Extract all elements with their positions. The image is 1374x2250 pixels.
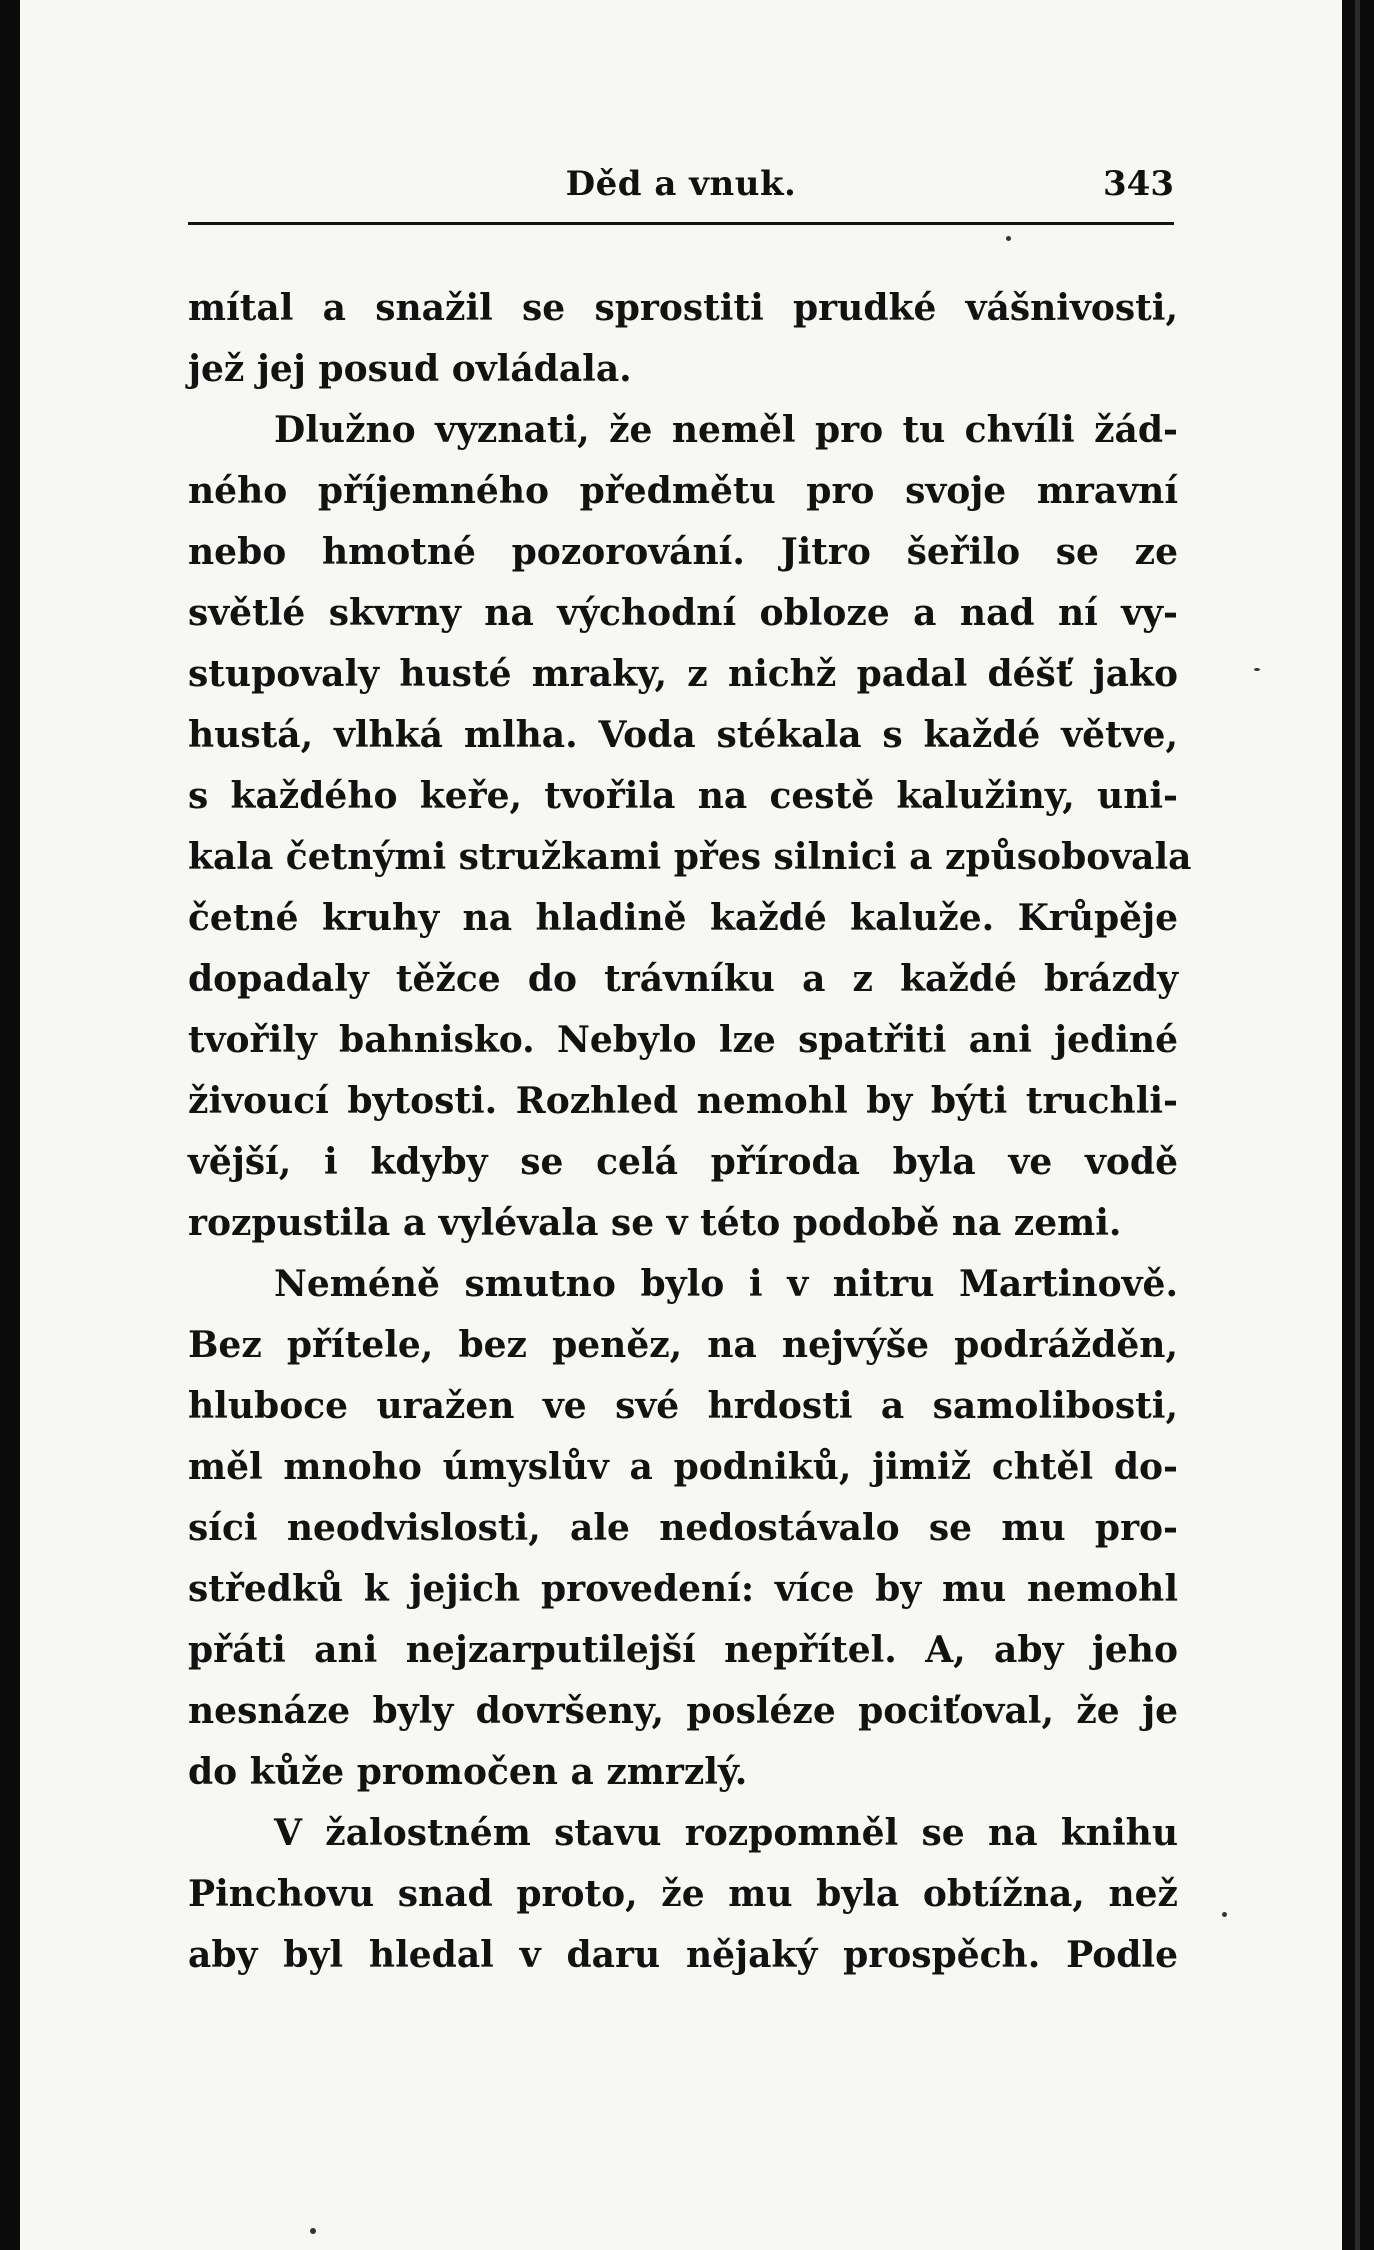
text-line: Dlužno vyznati, že neměl pro tu chvíli žád-	[274, 409, 1178, 451]
body-text	[188, 278, 1192, 1986]
text-line: četné kruhy na hladině každé kaluže. Krůpěje	[188, 897, 1178, 939]
text-line: stupovaly husté mraky, z nichž padal déšť jako	[188, 653, 1178, 695]
text-line: kala četnými stružkami přes silnici a způsobovala	[188, 836, 1192, 878]
text-line: živoucí bytosti. Rozhled nemohl by býti truchli-	[188, 1080, 1178, 1122]
text-line: Bez přítele, bez peněz, na nejvýše podrážděn,	[188, 1324, 1178, 1366]
text-line: tvořily bahnisko. Nebylo lze spatřiti ani jediné	[188, 1019, 1178, 1061]
text-line: Pinchovu snad proto, že mu byla obtížna, než	[188, 1873, 1178, 1915]
text-line: dopadaly těžce do trávníku a z každé brázdy	[188, 958, 1178, 1000]
text-line: hluboce uražen ve své hrdosti a samolibosti,	[188, 1385, 1178, 1427]
text-line: jež jej posud ovládala.	[188, 348, 632, 390]
text-line: nesnáze byly dovršeny, posléze pociťoval, že je	[188, 1690, 1178, 1732]
text-line: nebo hmotné pozorování. Jitro šeřilo se ze	[188, 531, 1178, 573]
text-line: V žalostném stavu rozpomněl se na knihu	[274, 1812, 1178, 1854]
scan-speck	[1006, 236, 1011, 241]
text-line: s každého keře, tvořila na cestě kalužiny, uni-	[188, 775, 1178, 817]
text-line: středků k jejich provedení: více by mu nemohl	[188, 1568, 1178, 1610]
text-line: hustá, vlhká mlha. Voda stékala s každé větve,	[188, 714, 1178, 756]
text-line: do kůže promočen a zmrzlý.	[188, 1751, 748, 1793]
text-line: aby byl hledal v daru nějaký prospěch. Podle	[188, 1934, 1178, 1976]
text-line: přáti ani nejzarputilejší nepřítel. A, aby jeho	[188, 1629, 1178, 1671]
text-line: měl mnoho úmyslův a podniků, jimiž chtěl do-	[188, 1446, 1178, 1488]
text-line: rozpustila a vylévala se v této podobě na zemi.	[188, 1202, 1122, 1244]
text-line: vější, i kdyby se celá příroda byla ve vodě	[188, 1141, 1178, 1183]
running-title: Děd a vnuk.	[565, 164, 797, 204]
text-line: Neméně smutno bylo i v nitru Martinově.	[274, 1263, 1178, 1305]
text-line: síci neodvislosti, ale nedostávalo se mu pro-	[188, 1507, 1178, 1549]
page-edge-shadow	[1355, 0, 1360, 2250]
scan-speck	[310, 2228, 316, 2234]
scan-speck	[1254, 668, 1260, 671]
text-line: mítal a snažil se sprostiti prudké vášnivosti,	[188, 287, 1178, 329]
header-rule	[188, 222, 1174, 225]
scan-speck	[1222, 1912, 1227, 1917]
page-number: 343	[1103, 164, 1174, 204]
text-line: světlé skvrny na východní obloze a nad ní vy-	[188, 592, 1178, 634]
text-line: ného příjemného předmětu pro svoje mravní	[188, 470, 1178, 512]
running-header	[188, 164, 1174, 224]
